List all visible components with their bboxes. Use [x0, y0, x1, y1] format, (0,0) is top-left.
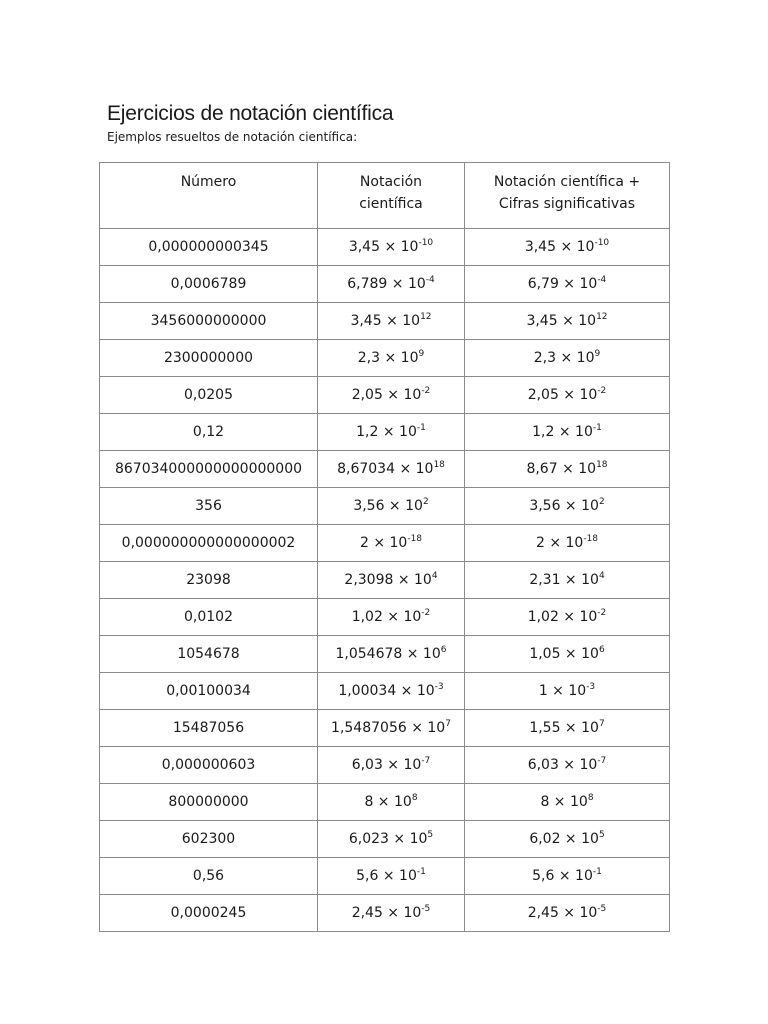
table-row: [100, 747, 670, 784]
header-numero-label: Número: [180, 174, 237, 190]
cell-cifras-mantissa: 5,6 × 10: [532, 868, 593, 884]
cell-cifras: [465, 821, 670, 858]
cell-notacion: [318, 858, 465, 895]
cell-notacion-exponent: 9: [418, 349, 425, 359]
cell-notacion-exponent: 6: [440, 645, 447, 655]
header-notacion-line1: Notación: [359, 174, 423, 190]
cell-notacion-mantissa: 2,45 × 10: [351, 905, 422, 921]
cell-numero: 0,0205: [100, 377, 318, 414]
cell-notacion: [318, 784, 465, 821]
cell-cifras-mantissa: 1 × 10: [538, 683, 587, 699]
cell-cifras-exponent: 8: [587, 793, 594, 803]
cell-numero: 3456000000000: [100, 303, 318, 340]
cell-numero: 0,0006789: [100, 266, 318, 303]
cell-numero: 0,0000245: [100, 895, 318, 932]
cell-notacion-exponent: -3: [434, 682, 444, 692]
cell-notacion-mantissa: 1,054678 × 10: [335, 646, 441, 662]
cell-notacion: [318, 488, 465, 525]
cell-cifras: [465, 414, 670, 451]
cell-notacion-mantissa: 2,05 × 10: [351, 387, 422, 403]
cell-numero: 356: [100, 488, 318, 525]
header-cifras-line1: Notación científica +: [493, 174, 641, 190]
cell-numero: 0,56: [100, 858, 318, 895]
cell-cifras-mantissa: 2 × 10: [535, 535, 584, 551]
cell-notacion: [318, 895, 465, 932]
cell-notacion: [318, 599, 465, 636]
cell-notacion: [318, 673, 465, 710]
cell-cifras-mantissa: 2,45 × 10: [527, 905, 598, 921]
cell-numero: 800000000: [100, 784, 318, 821]
cell-cifras-exponent: 6: [598, 645, 605, 655]
cell-notacion-mantissa: 1,5487056 × 10: [331, 720, 446, 736]
cell-numero: 0,12: [100, 414, 318, 451]
cell-notacion-exponent: -18: [407, 534, 423, 544]
cell-cifras-mantissa: 3,45 × 10: [526, 313, 597, 329]
cell-notacion-exponent: 8: [411, 793, 418, 803]
cell-cifras-exponent: -2: [597, 608, 607, 618]
cell-notacion: [318, 451, 465, 488]
cell-notacion-mantissa: 8 × 10: [364, 794, 412, 810]
cell-notacion: [318, 747, 465, 784]
cell-cifras-exponent: 12: [596, 312, 608, 322]
cell-cifras: [465, 673, 670, 710]
table-row: [100, 636, 670, 673]
cell-notacion-mantissa: 2,3098 × 10: [344, 572, 432, 588]
cell-numero: 0,0102: [100, 599, 318, 636]
cell-notacion-exponent: -4: [425, 275, 435, 285]
cell-numero: 0,000000000345: [100, 229, 318, 266]
cell-notacion: [318, 377, 465, 414]
cell-notacion-exponent: 5: [427, 830, 434, 840]
table-row: [100, 821, 670, 858]
cell-notacion-mantissa: 6,789 × 10: [347, 276, 426, 292]
cell-cifras-mantissa: 6,02 × 10: [529, 831, 599, 847]
cell-cifras-mantissa: 6,03 × 10: [527, 757, 598, 773]
cell-cifras-exponent: 2: [598, 497, 605, 507]
cell-cifras: [465, 710, 670, 747]
cell-cifras-exponent: 5: [598, 830, 605, 840]
cell-cifras: [465, 340, 670, 377]
cell-notacion-mantissa: 6,03 × 10: [351, 757, 422, 773]
cell-cifras: [465, 525, 670, 562]
header-cifras-line2: Cifras significativas: [498, 196, 636, 212]
cell-notacion-mantissa: 1,00034 × 10: [338, 683, 435, 699]
table-row: [100, 377, 670, 414]
cell-notacion: [318, 414, 465, 451]
cell-notacion-exponent: 7: [445, 719, 451, 729]
cell-cifras-exponent: -1: [592, 423, 602, 433]
cell-cifras-mantissa: 3,56 × 10: [529, 498, 599, 514]
cell-notacion-mantissa: 3,45 × 10: [348, 239, 419, 255]
cell-cifras-exponent: 4: [598, 571, 605, 581]
header-notacion-line2: científica: [359, 196, 423, 212]
cell-notacion: [318, 525, 465, 562]
cell-notacion-mantissa: 6,023 × 10: [348, 831, 428, 847]
cell-notacion: [318, 636, 465, 673]
header-cifras: [465, 163, 670, 229]
cell-notacion-mantissa: 2 × 10: [359, 535, 408, 551]
cell-cifras-exponent: 7: [598, 719, 605, 729]
cell-numero: 867034000000000000000: [100, 451, 318, 488]
cell-notacion: [318, 229, 465, 266]
cell-cifras-mantissa: 2,3 × 10: [533, 350, 595, 366]
table-row: [100, 599, 670, 636]
cell-numero: 0,000000603: [100, 747, 318, 784]
cell-notacion-exponent: 18: [433, 460, 445, 470]
cell-cifras-mantissa: 1,55 × 10: [529, 720, 599, 736]
table-row: [100, 414, 670, 451]
cell-numero: 602300: [100, 821, 318, 858]
cell-notacion-mantissa: 3,56 × 10: [353, 498, 423, 514]
cell-cifras: [465, 451, 670, 488]
cell-notacion-exponent: -2: [421, 608, 431, 618]
table-row: [100, 858, 670, 895]
cell-numero: 2300000000: [100, 340, 318, 377]
cell-cifras-mantissa: 1,05 × 10: [529, 646, 599, 662]
cell-notacion-mantissa: 3,45 × 10: [350, 313, 421, 329]
table-row: [100, 303, 670, 340]
cell-cifras: [465, 562, 670, 599]
notation-table: [99, 162, 670, 932]
cell-cifras: [465, 858, 670, 895]
cell-numero: 23098: [100, 562, 318, 599]
cell-notacion-mantissa: 5,6 × 10: [356, 868, 417, 884]
cell-numero: 1054678: [100, 636, 318, 673]
cell-cifras-mantissa: 2,31 × 10: [529, 572, 599, 588]
page-subtitle: Ejemplos resueltos de notación científica:: [107, 130, 358, 144]
cell-notacion-exponent: -1: [416, 423, 426, 433]
cell-cifras: [465, 636, 670, 673]
cell-cifras-mantissa: 1,02 × 10: [527, 609, 598, 625]
cell-notacion-exponent: -7: [421, 756, 431, 766]
cell-cifras-exponent: 9: [594, 349, 601, 359]
table-header-row: [100, 163, 670, 229]
cell-notacion-exponent: 12: [420, 312, 432, 322]
cell-numero: 0,000000000000000002: [100, 525, 318, 562]
cell-notacion-exponent: -2: [421, 386, 431, 396]
cell-cifras: [465, 303, 670, 340]
cell-notacion-exponent: 4: [431, 571, 438, 581]
cell-cifras-mantissa: 1,2 × 10: [532, 424, 593, 440]
cell-cifras-exponent: -18: [583, 534, 599, 544]
cell-cifras: [465, 895, 670, 932]
cell-numero: 15487056: [100, 710, 318, 747]
header-numero: [100, 163, 318, 229]
cell-cifras-exponent: -4: [597, 275, 607, 285]
cell-notacion-mantissa: 8,67034 × 10: [337, 461, 434, 477]
cell-notacion-exponent: -1: [416, 867, 426, 877]
cell-cifras-exponent: -1: [592, 867, 602, 877]
cell-notacion: [318, 710, 465, 747]
cell-cifras: [465, 488, 670, 525]
cell-cifras: [465, 229, 670, 266]
cell-cifras: [465, 377, 670, 414]
cell-cifras-exponent: -2: [597, 386, 607, 396]
table-row: [100, 229, 670, 266]
cell-numero: 0,00100034: [100, 673, 318, 710]
cell-cifras-exponent: -3: [586, 682, 596, 692]
cell-notacion-exponent: -10: [418, 238, 434, 248]
cell-cifras-mantissa: 2,05 × 10: [527, 387, 598, 403]
cell-notacion: [318, 821, 465, 858]
cell-notacion: [318, 340, 465, 377]
table-row: [100, 562, 670, 599]
notation-table-container: [99, 162, 669, 932]
cell-cifras: [465, 747, 670, 784]
cell-cifras-mantissa: 3,45 × 10: [524, 239, 595, 255]
table-row: [100, 784, 670, 821]
table-row: [100, 895, 670, 932]
table-body: [100, 229, 670, 932]
table-row: [100, 451, 670, 488]
cell-notacion-exponent: 2: [422, 497, 429, 507]
table-row: [100, 340, 670, 377]
table-row: [100, 673, 670, 710]
cell-cifras-mantissa: 8,67 × 10: [526, 461, 597, 477]
cell-cifras-exponent: -5: [597, 904, 607, 914]
table-row: [100, 488, 670, 525]
page-title: Ejercicios de notación científica: [107, 102, 394, 125]
cell-cifras-exponent: -7: [597, 756, 607, 766]
cell-cifras-mantissa: 6,79 × 10: [527, 276, 598, 292]
table-row: [100, 266, 670, 303]
cell-notacion: [318, 562, 465, 599]
cell-notacion: [318, 266, 465, 303]
table-row: [100, 710, 670, 747]
cell-cifras-mantissa: 8 × 10: [540, 794, 588, 810]
cell-notacion: [318, 303, 465, 340]
cell-cifras: [465, 784, 670, 821]
cell-notacion-mantissa: 1,02 × 10: [351, 609, 422, 625]
cell-cifras: [465, 266, 670, 303]
cell-notacion-exponent: -5: [421, 904, 431, 914]
cell-cifras: [465, 599, 670, 636]
cell-notacion-mantissa: 1,2 × 10: [356, 424, 417, 440]
table-row: [100, 525, 670, 562]
cell-cifras-exponent: 18: [596, 460, 608, 470]
header-notacion: [318, 163, 465, 229]
cell-cifras-exponent: -10: [594, 238, 610, 248]
cell-notacion-mantissa: 2,3 × 10: [357, 350, 419, 366]
